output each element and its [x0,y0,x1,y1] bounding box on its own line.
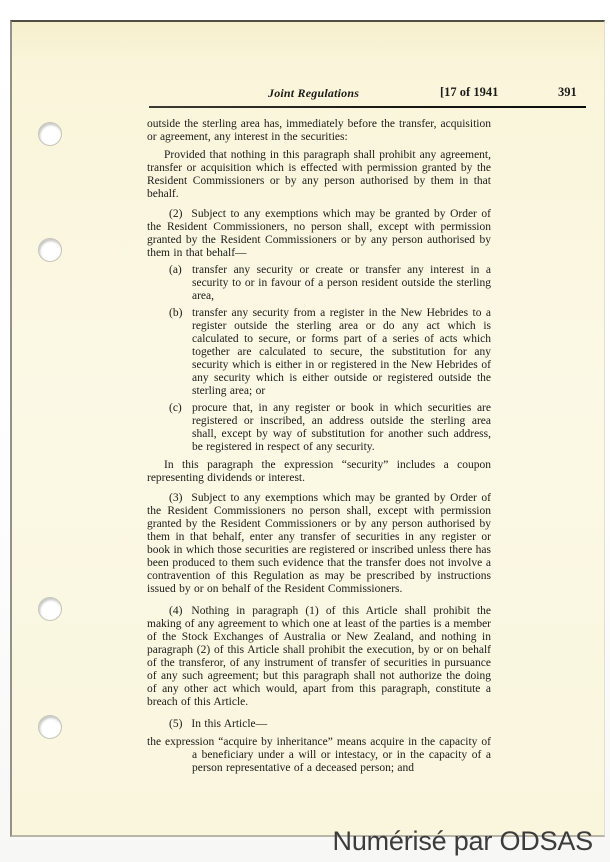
paragraph-2 [147,208,491,260]
paragraph-intro: outside the sterling area has, immediately before the transfer, acquisition or agreement, any interest in the securities: [147,118,491,143]
paragraph-5 [147,718,491,731]
running-title: Joint Regulations [268,86,360,100]
paragraph-2-text: Subject to any exemptions which may be granted by Order of the Resident Commissioners, no person shall, except with permission granted by the Resident Commissioners or by any person authorised by them in that behalf— [147,208,491,259]
paragraph-5-number: (5) [169,718,183,730]
punch-hole-2 [38,238,62,262]
list-item-a [147,264,491,303]
header-rule [149,106,586,108]
paragraph-4-text: Nothing in paragraph (1) of this Article shall prohibit the making of any agreement to which one at least of the parties is a member of the Stock Exchanges of Australia or New Zealand, and nothing in paragraph (2) of this Article shall prohibit the execution, by or on behalf of the transferor, of any instrument of transfer of securities in pursuance of any such agreement; but this paragraph shall not authorize the doing of any other act which would, apart from this paragraph, constitute a breach of this Article. [147,605,491,708]
paragraph-3 [147,492,491,596]
sub-item-list [147,264,491,454]
paragraph-3-text: Subject to any exemptions which may be granted by Order of the Resident Commissioners no person shall, except with permission granted by the Resident Commissioners or by any person authorised by them in that behalf, enter any transfer of securities in any register or book in which those securities are registered or inscribed unless there has been produced to them such evidence that the transfer does not involve a contravention of this Regulation as may be prescribed by instructions issued by or on behalf of the Resident Commissioners. [147,492,491,595]
punch-hole-1 [38,122,62,146]
document-page [10,20,605,837]
list-item-b [147,307,491,398]
paragraph-4-number: (4) [169,605,183,617]
list-item-b-label: (b) [169,307,183,319]
list-item-c-label: (c) [169,402,182,414]
page-number: 391 [558,85,577,99]
paragraph-2-number: (2) [169,208,183,220]
body-text [147,118,491,775]
punch-hole-4 [38,715,62,739]
paragraph-4 [147,605,491,709]
list-item-b-text: transfer any security from a register in the New Hebrides to a register outside the sterling area or do any act which is calculated to secure, or forms part of a series of acts which together are calculated to secure, the substitution for any security which is either in or registered in the New Hebrides of any security which is either outside or registered outside the sterling area; or [192,307,491,397]
paragraph-proviso: Provided that nothing in this paragraph shall prohibit any agreement, transfer or acquisition which is effected with permission granted by the Resident Commissioners or by any person authorised by them in that behalf. [147,149,491,200]
list-item-a-text: transfer any security or create or transfer any interest in a security to or in favour of a person resident outside the sterling area, [192,264,491,302]
paragraph-5-text: In this Article— [191,718,268,730]
list-item-c-text: procure that, in any register or book in which securities are registered or inscribed, an address outside the sterling area shall, except by way of substitution for another such address, be registered in respect of any security. [192,402,491,453]
security-note: In this paragraph the expression “security” includes a coupon representing dividends or interest. [147,459,491,484]
list-item-a-label: (a) [169,264,182,276]
definition-inheritance: the expression “acquire by inheritance” means acquire in the capacity of a beneficiary under a will or intestacy, or in the capacity of a person representative of a deceased person; and [147,736,491,774]
citation: [17 of 1941 [440,85,499,99]
paragraph-3-number: (3) [169,492,183,504]
scan-credit: Numérisé par ODSAS [332,826,593,856]
punch-hole-3 [38,597,62,621]
list-item-c [147,402,491,454]
